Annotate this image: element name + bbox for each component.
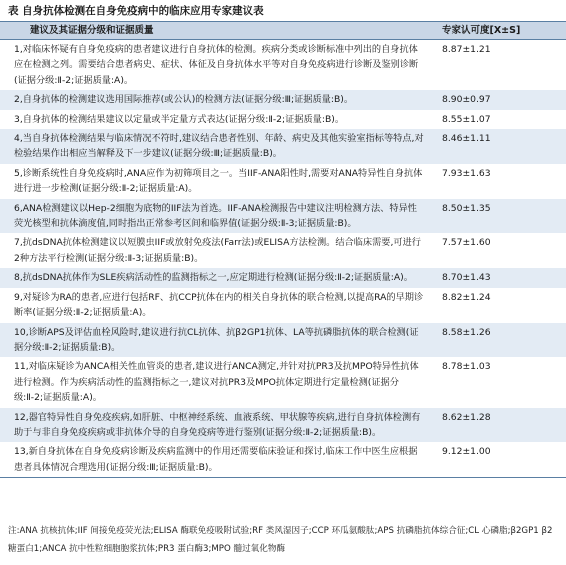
table-row (0, 164, 566, 199)
row-score: 8.55±1.07 (442, 113, 491, 125)
row-score: 8.46±1.11 (442, 133, 491, 145)
row-score: 8.78±1.03 (442, 361, 491, 373)
row-text: 2,自身抗体的检测建议选用国际推荐(或公认)的检测方法(证据分级:Ⅲ;证据质量:B)。 (14, 94, 354, 106)
row-text: 11,对临床疑诊为ANCA相关性血管炎的患者,建议进行ANCA测定,并针对抗PR3及抗MPO特异性抗体进行检测。作为疾病活动性的监测指标之一,建议对抗PR3及MPO抗体定期进行定量检测(证据分级:Ⅱ-2;证据质量:A)。 (14, 361, 419, 404)
table-row (0, 288, 566, 323)
table-row (0, 357, 566, 407)
table-row (0, 233, 566, 268)
row-text: 12,器官特异性自身免疫疾病,如肝脏、中枢神经系统、血液系统、甲状腺等疾病,进行自身抗体检测有助于与非自身免疫疾病或非抗体介导的自身免疫病等进行鉴别(证据分级:Ⅱ-2;证据质量:B)。 (14, 411, 421, 438)
row-score: 8.90±0.97 (442, 94, 491, 106)
header-suggestion: 建议及其证据分级和证据质量 (30, 25, 154, 36)
table-footnote: 注:ANA 抗核抗体;IIF 间接免疫荧光法;ELISA 酶联免疫吸附试验;RF 类风湿因子;CCP 环瓜氨酸肽;APS 抗磷脂抗体综合征;CL 心磷脂;β2GP1 β2糖蛋白1;ANCA 抗中性粒细胞胞浆抗体;PR3 蛋白酶3;MPO 髓过氧化物酶 (8, 526, 553, 554)
table-row (0, 323, 566, 358)
row-text: 5,诊断系统性自身免疫病时,ANA应作为初筛项目之一。当IIF-ANA阳性时,需要对ANA特异性自身抗体进行进一步检测(证据分级:Ⅱ-2;证据质量:A)。 (14, 167, 423, 195)
row-text: 9,对疑诊为RA的患者,应进行包括RF、抗CCP抗体在内的相关自身抗体的联合检测,以提高RA的早期诊断率(证据分级:Ⅱ-2;证据质量:A)。 (14, 291, 424, 319)
row-score: 8.82±1.24 (442, 291, 491, 303)
row-score: 8.62±1.28 (442, 411, 491, 423)
row-score: 8.50±1.35 (442, 202, 491, 214)
table-row (0, 129, 566, 164)
row-score: 7.93±1.63 (442, 167, 491, 179)
table-row (0, 40, 566, 90)
row-text: 13,新自身抗体在自身免疫病诊断及疾病监测中的作用还需要临床验证和探讨,临床工作中医生应根据患者具体情况合理选用(证据分级:Ⅲ;证据质量:B)。 (14, 446, 418, 473)
row-text: 7,抗dsDNA抗体检测建议以短膜虫IIF或放射免疫法(Farr法)或ELISA方法检测。结合临床需要,可进行2种方法平行检测(证据分级:Ⅱ-3;证据质量:B)。 (14, 237, 421, 264)
table-row (0, 110, 566, 129)
table-row (0, 90, 566, 109)
row-text: 10,诊断APS及评估血栓风险时,建议进行抗CL抗体、抗β2GP1抗体、LA等抗磷脂抗体的联合检测(证据分级:Ⅱ-2;证据质量:B)。 (14, 326, 419, 353)
row-text: 1,对临床怀疑有自身免疫病的患者建议进行自身抗体的检测。疾病分类或诊断标准中列出的自身抗体应在检测之列。需要结合患者病史、症状、体征及自身抗体水平等对自身免疫病进行诊断及鉴别诊断(证据分级:Ⅱ-2;证据质量:A)。 (14, 44, 419, 86)
row-score: 9.12±1.00 (442, 446, 491, 458)
row-text: 8,抗dsDNA抗体作为SLE疾病活动性的监测指标之一,应定期进行检测(证据分级:Ⅱ-2;证据质量:A)。 (14, 272, 413, 284)
header-score: 专家认可度[X±S] (442, 25, 521, 36)
row-text: 4,当自身抗体检测结果与临床情况不符时,建议结合患者性别、年龄、病史及其他实验室指标等特点,对检验结果作出相应当解释及下一步建议(证据分级:Ⅲ;证据质量:B)。 (14, 133, 424, 160)
row-score: 7.57±1.60 (442, 237, 491, 249)
table-row (0, 199, 566, 234)
row-score: 8.87±1.21 (442, 44, 491, 55)
table-row (0, 442, 566, 477)
table-row (0, 408, 566, 443)
table-row (0, 268, 566, 287)
table-caption: 表 自身抗体检测在自身免疫病中的临床应用专家建议表 (8, 5, 264, 17)
row-text: 3,自身抗体的检测结果建议以定量或半定量方式表达(证据分级:Ⅱ-2;证据质量:B)。 (14, 113, 345, 125)
recommendation-table (0, 21, 566, 478)
row-text: 6,ANA检测建议以Hep-2细胞为底物的IIF法为首选。IIF-ANA检测报告中建议注明检测方法、特异性荧光核型和抗体滴度值,同时指出正常参考区间和临界值(证据分级:Ⅱ-3;证据质量:B)。 (14, 202, 417, 230)
row-score: 8.70±1.43 (442, 272, 491, 284)
row-score: 8.58±1.26 (442, 326, 491, 338)
table-header-row (0, 22, 566, 40)
